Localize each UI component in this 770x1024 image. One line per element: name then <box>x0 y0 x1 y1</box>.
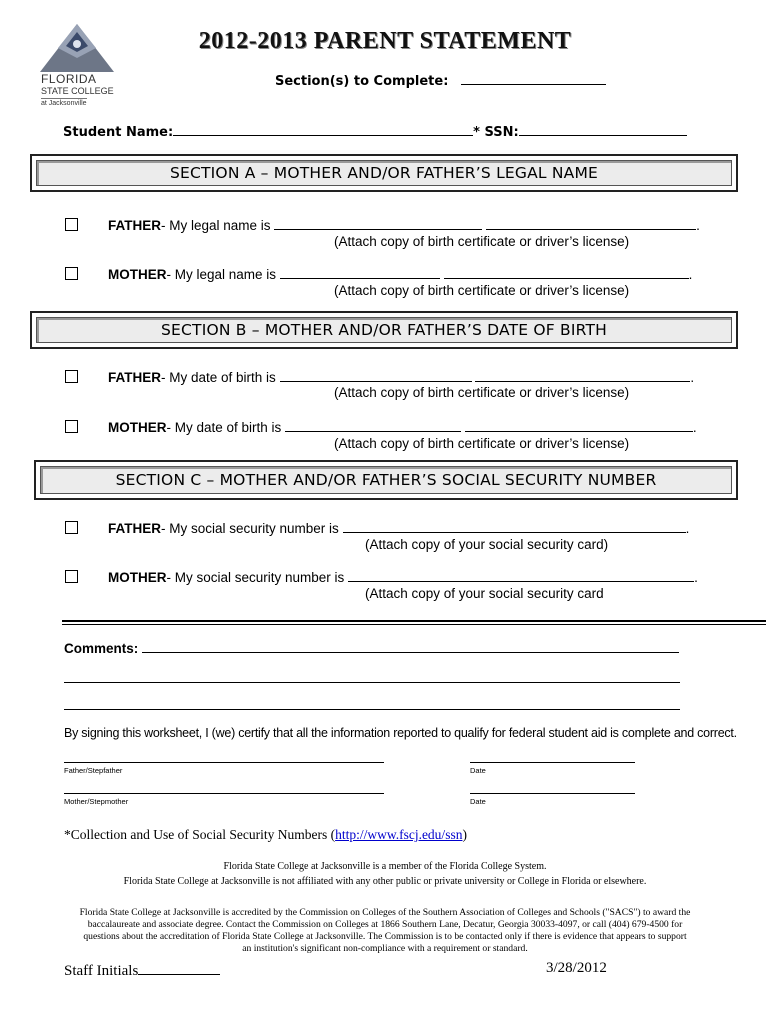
father-role: FATHER <box>108 218 161 233</box>
section-a-father-line: FATHER- My legal name is . <box>108 218 700 233</box>
logo-line-1: FLORIDA <box>41 72 97 86</box>
section-a-mother-checkbox[interactable] <box>65 267 78 280</box>
footer-accreditation-3: questions about the accreditation of Florida State College at Jacksonville. The Commission is to be contacted only if there is evidence that appears to support <box>83 931 687 942</box>
mother-date-label: Date <box>470 797 486 806</box>
section-c-mother-checkbox[interactable] <box>65 570 78 583</box>
section-b-father-line: FATHER- My date of birth is . <box>108 370 695 385</box>
comments-field-3[interactable] <box>64 709 680 710</box>
section-b-header <box>30 311 738 349</box>
sections-to-complete <box>275 72 606 89</box>
section-b-mother-checkbox[interactable] <box>65 420 78 433</box>
staff-initials-row <box>64 960 220 980</box>
section-c-header <box>34 460 738 500</box>
comments-row <box>64 639 679 656</box>
section-b-father-checkbox[interactable] <box>65 370 78 383</box>
father-signature-line[interactable] <box>64 762 384 763</box>
divider-line-thin <box>62 624 766 625</box>
section-a-father-attach: (Attach copy of birth certificate or driver’s license) <box>334 234 630 249</box>
mother-signature-line[interactable] <box>64 793 384 794</box>
ssn-policy-link[interactable]: http://www.fscj.edu/ssn <box>335 827 463 842</box>
ssn-note-suffix: ) <box>462 827 467 842</box>
mother-date-line[interactable] <box>470 793 635 794</box>
staff-initials-field[interactable] <box>138 960 220 975</box>
comments-label: Comments: <box>64 641 139 656</box>
section-c-mother-attach: (Attach copy of your social security card <box>365 586 604 601</box>
footer-accreditation-2: baccalaureate and associate degree. Contact the Commission on Colleges at 1866 Southern Lane, Decatur, Georgia 30033-4097, or call (404) 679-4500 for <box>87 919 683 930</box>
student-info-row <box>63 123 687 140</box>
father-ssn-field[interactable] <box>343 519 686 533</box>
comments-field-2[interactable] <box>64 682 680 683</box>
section-b-heading: SECTION B – MOTHER AND/OR FATHER’S DATE OF BIRTH <box>36 317 732 343</box>
footer-member-line-1: Florida State College at Jacksonville is a member of the Florida College System. <box>223 861 547 872</box>
revision-date: 3/28/2012 <box>546 960 607 976</box>
mother-role: MOTHER <box>108 420 167 435</box>
footer-accreditation-4: an institution's significant non-compliance with a requirement or standard. <box>242 943 528 954</box>
section-a-father-checkbox[interactable] <box>65 218 78 231</box>
father-dob-field-1[interactable] <box>280 368 472 382</box>
sections-label: Section(s) to Complete: <box>275 74 449 89</box>
father-date-label: Date <box>470 766 486 775</box>
section-a-mother-attach: (Attach copy of birth certificate or driver’s license) <box>334 283 630 298</box>
section-c-father-line: FATHER- My social security number is . <box>108 521 690 536</box>
footer-member-line-2: Florida State College at Jacksonville is not affiliated with any other public or private university or College in Florida or elsewhere. <box>123 876 647 887</box>
logo-line-2: STATE COLLEGE <box>41 86 114 96</box>
father-role: FATHER <box>108 521 161 536</box>
section-b-father-attach: (Attach copy of birth certificate or driver’s license) <box>334 385 630 400</box>
section-c-father-checkbox[interactable] <box>65 521 78 534</box>
page-title: 2012-2013 PARENT STATEMENT <box>198 28 572 54</box>
certify-statement: By signing this worksheet, I (we) certify that all the information reported to qualify for federal student aid is complete and correct. <box>64 726 737 740</box>
footer-accreditation-1: Florida State College at Jacksonville is accredited by the Commission on Colleges of the Southern Association of Colleges and Schools ("SACS") to award the <box>79 907 691 918</box>
student-name-field[interactable] <box>173 123 473 136</box>
father-signature-label: Father/Stepfather <box>64 766 123 775</box>
mother-ssn-field[interactable] <box>348 568 694 582</box>
mother-ssn-text: - My social security number is <box>166 570 345 585</box>
mother-dob-field-1[interactable] <box>285 418 461 432</box>
father-ssn-text: - My social security number is <box>161 521 339 536</box>
mother-legal-name-text: - My legal name is <box>166 267 277 282</box>
divider-line <box>62 620 766 622</box>
mother-dob-field-2[interactable] <box>465 418 693 432</box>
mother-signature-label: Mother/Stepmother <box>64 797 129 806</box>
section-c-heading: SECTION C – MOTHER AND/OR FATHER’S SOCIAL SECURITY NUMBER <box>40 466 732 494</box>
father-dob-field-2[interactable] <box>475 368 690 382</box>
father-dob-text: - My date of birth is <box>161 370 276 385</box>
mother-role: MOTHER <box>108 267 167 282</box>
father-first-name-field[interactable] <box>274 216 482 230</box>
mother-role: MOTHER <box>108 570 167 585</box>
section-a-heading: SECTION A – MOTHER AND/OR FATHER’S LEGAL NAME <box>36 160 732 186</box>
ssn-label: * SSN: <box>473 125 519 140</box>
sections-field[interactable] <box>461 72 606 85</box>
ssn-note-prefix: *Collection and Use of Social Security Numbers ( <box>64 827 336 842</box>
section-c-mother-line: MOTHER- My social security number is . <box>108 570 698 585</box>
comments-field-1[interactable] <box>142 639 679 653</box>
logo-line-3: at Jacksonville <box>41 100 87 107</box>
section-c-father-attach: (Attach copy of your social security card) <box>365 537 609 552</box>
section-b-mother-attach: (Attach copy of birth certificate or driver’s license) <box>334 436 630 451</box>
student-name-label: Student Name: <box>63 125 174 140</box>
ssn-field[interactable] <box>519 123 687 136</box>
ssn-collection-note <box>64 827 467 843</box>
father-role: FATHER <box>108 370 161 385</box>
section-b-mother-line: MOTHER- My date of birth is . <box>108 420 697 435</box>
father-legal-name-text: - My legal name is <box>161 218 271 233</box>
section-a-header <box>30 154 738 192</box>
mother-dob-text: - My date of birth is <box>166 420 282 435</box>
mother-first-name-field[interactable] <box>280 265 440 279</box>
mother-last-name-field[interactable] <box>444 265 689 279</box>
section-a-mother-line: MOTHER- My legal name is . <box>108 267 693 282</box>
father-last-name-field[interactable] <box>486 216 696 230</box>
father-date-line[interactable] <box>470 762 635 763</box>
staff-initials-label: Staff Initials <box>64 963 139 979</box>
